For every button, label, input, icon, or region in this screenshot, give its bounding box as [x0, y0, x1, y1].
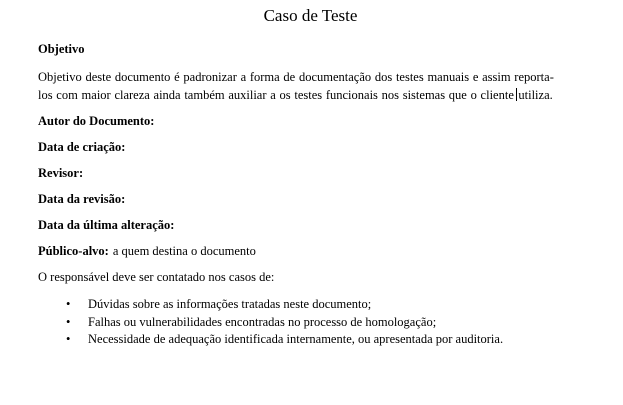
list-item: [38, 314, 583, 332]
objetivo-paragraph-line2-after: utiliza.: [518, 88, 553, 102]
field-label: Data de criação:: [38, 140, 126, 154]
field-data-revisao: [38, 190, 583, 208]
field-data-criacao: [38, 138, 583, 156]
field-publico-alvo: [38, 242, 583, 260]
bullet-icon: •: [66, 297, 71, 311]
bullet-list: [38, 296, 583, 349]
list-item: [38, 331, 583, 349]
objetivo-paragraph-line1: Objetivo deste documento é padronizar a forma de documentação dos testes manuais e assim reporta-: [38, 70, 554, 84]
contact-paragraph: O responsável deve ser contatado nos casos de:: [38, 270, 275, 284]
list-item-text: Necessidade de adequação identificada internamente, ou apresentada por auditoria.: [88, 332, 504, 346]
field-label: Data da última alteração:: [38, 218, 175, 232]
field-revisor: [38, 164, 583, 182]
bullet-icon: •: [66, 314, 71, 329]
bullet-icon: •: [66, 332, 71, 346]
field-label: Autor do Documento:: [38, 114, 155, 128]
field-label: Revisor:: [38, 166, 84, 180]
field-label: Data da revisão:: [38, 192, 126, 206]
list-item: [38, 296, 583, 314]
field-label: Público-alvo:: [38, 244, 109, 258]
heading-objetivo: Objetivo: [38, 42, 85, 56]
objetivo-paragraph: [38, 68, 583, 104]
field-value: a quem destina o documento: [112, 244, 256, 258]
field-autor-documento: [38, 112, 583, 130]
objetivo-paragraph-line2-before: los com maior clareza ainda também auxiliar a os testes funcionais nos sistemas que o cliente: [38, 88, 514, 102]
field-data-ultima-alteracao: [38, 216, 583, 234]
list-item-text: Falhas ou vulnerabilidades encontradas no processo de homologação;: [88, 314, 437, 329]
document-title: Caso de Teste: [263, 6, 358, 25]
list-item-text: Dúvidas sobre as informações tratadas neste documento;: [88, 297, 372, 311]
objetivo-paragraph-line2: [38, 86, 583, 104]
